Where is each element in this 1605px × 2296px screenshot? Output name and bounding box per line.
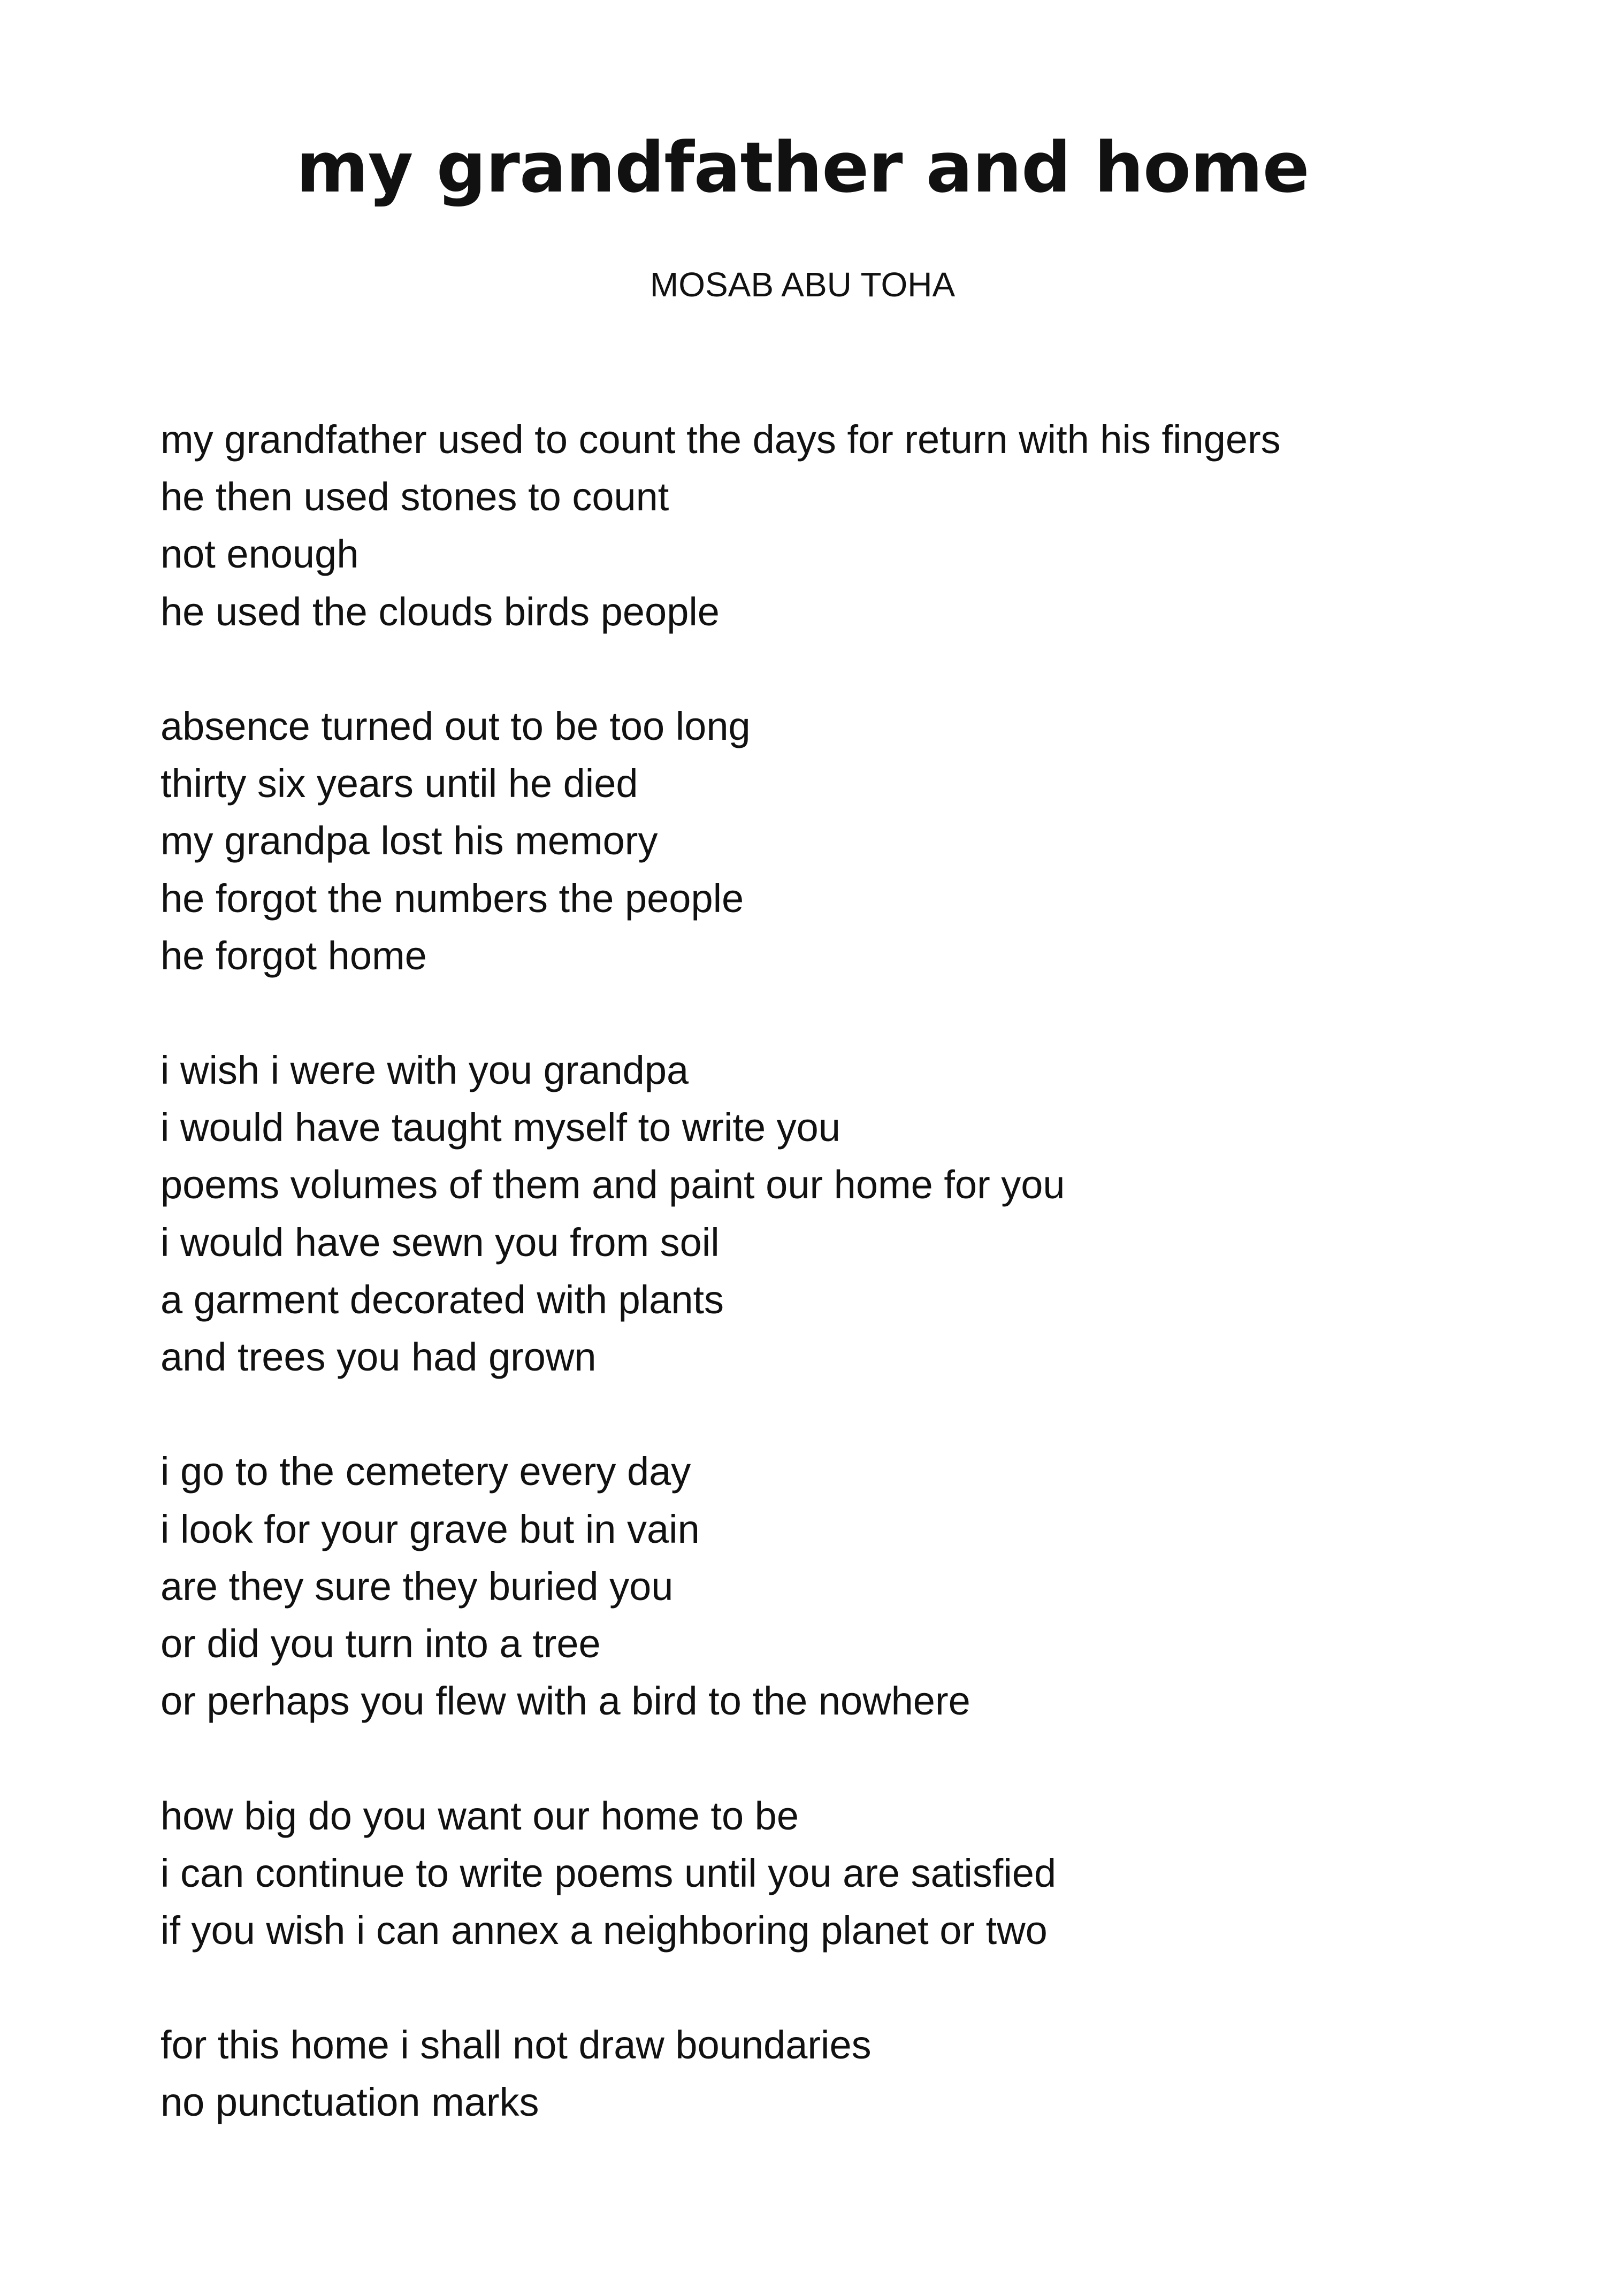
- poem-title: my grandfather and home: [296, 127, 1309, 208]
- poem-line: my grandpa lost his memory: [160, 818, 658, 863]
- poem-line: if you wish i can annex a neighboring planet or two: [160, 1908, 1048, 1953]
- poem-line: i would have taught myself to write you: [160, 1105, 840, 1150]
- poem-line: he forgot home: [160, 933, 427, 978]
- poem-line: i look for your grave but in vain: [160, 1506, 700, 1551]
- poem-line: thirty six years until he died: [160, 761, 638, 806]
- poem-line: he used the clouds birds people: [160, 589, 720, 634]
- poem-line: i would have sewn you from soil: [160, 1220, 720, 1265]
- stanza-5: [160, 1787, 1498, 1960]
- poem-line: how big do you want our home to be: [160, 1793, 799, 1838]
- poem-line: my grandfather used to count the days for return with his fingers: [160, 417, 1281, 462]
- stanza-1: [160, 411, 1498, 640]
- poem-line: or perhaps you flew with a bird to the nowhere: [160, 1679, 970, 1724]
- poem-body: [160, 411, 1498, 2188]
- poem-line: he forgot the numbers the people: [160, 876, 744, 921]
- poem-author: MOSAB ABU TOHA: [649, 265, 956, 304]
- poem-line: i go to the cemetery every day: [160, 1449, 691, 1494]
- poem-line: he then used stones to count: [160, 474, 669, 519]
- poem-line: and trees you had grown: [160, 1335, 597, 1379]
- stanza-3: [160, 1042, 1498, 1386]
- poem-line: a garment decorated with plants: [160, 1277, 724, 1322]
- stanza-2: [160, 698, 1498, 984]
- stanza-6: [160, 2016, 1498, 2131]
- poem-line: i can continue to write poems until you are satisfied: [160, 1850, 1057, 1895]
- poem-line: for this home i shall not draw boundaries: [160, 2023, 872, 2068]
- poem-line: poems volumes of them and paint our home for you: [160, 1162, 1065, 1207]
- poem-line: or did you turn into a tree: [160, 1621, 601, 1666]
- poem-line: absence turned out to be too long: [160, 703, 751, 748]
- poem-line: are they sure they buried you: [160, 1564, 674, 1609]
- stanza-4: [160, 1443, 1498, 1729]
- poem-line: not enough: [160, 532, 359, 577]
- poem-line: i wish i were with you grandpa: [160, 1048, 689, 1093]
- poem-line: no punctuation marks: [160, 2080, 539, 2125]
